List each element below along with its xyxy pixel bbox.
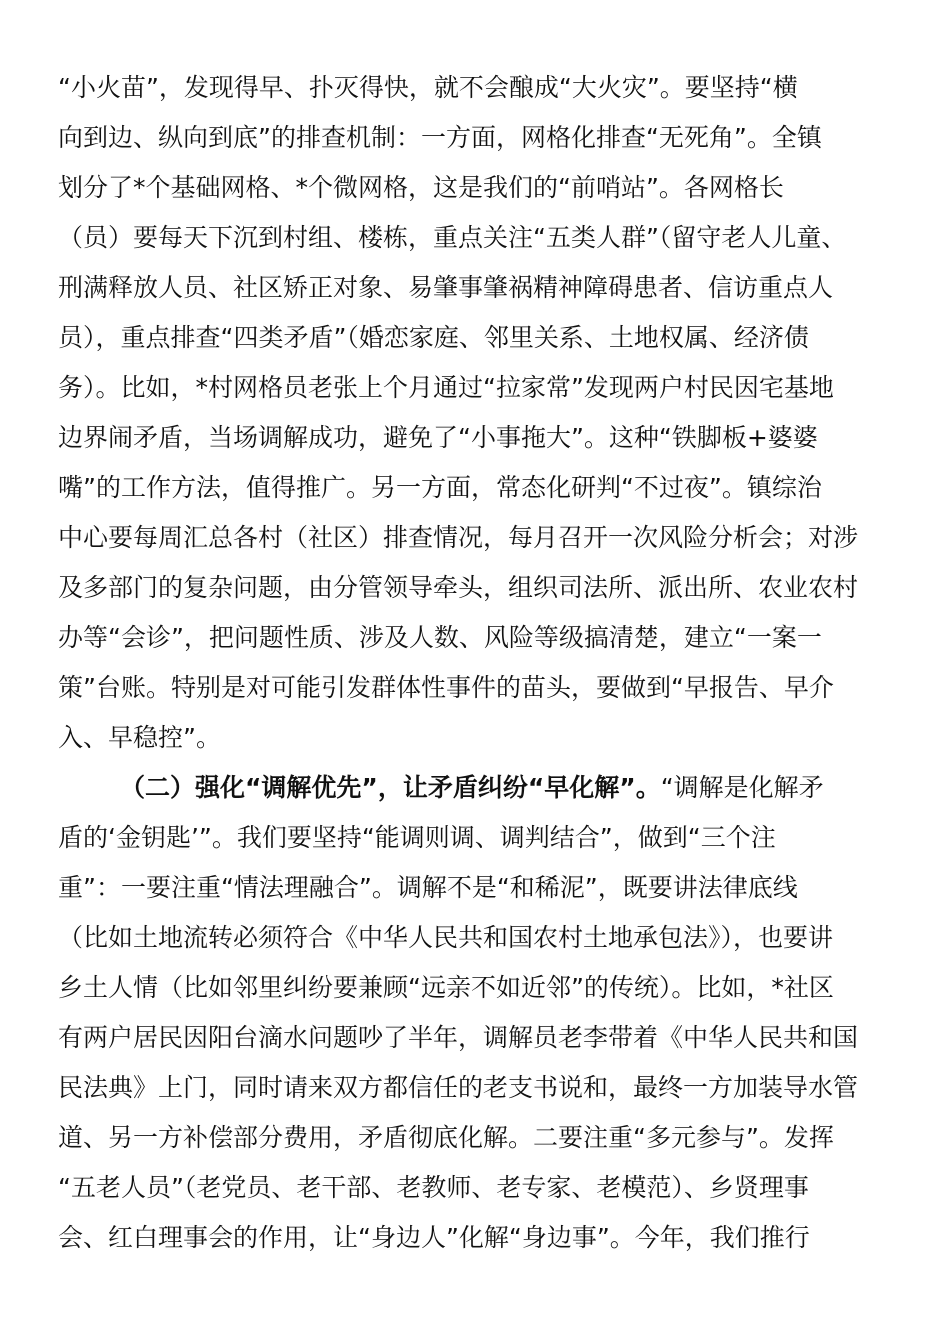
paragraph-line: “小火苗”，发现得早、扑灭得快，就不会酿成“大火灾”。要坚持“横 (58, 73, 798, 102)
paragraph-line: 员），重点排查“四类矛盾”（婚恋家庭、邻里关系、土地权属、经济债 (58, 323, 809, 352)
paragraph-line: 划分了*个基础网格、*个微网格，这是我们的“前哨站”。各网格长 (58, 173, 784, 202)
paragraph-line: 办等“会诊”，把问题性质、涉及人数、风险等级搞清楚，建立“一案一 (58, 623, 822, 652)
paragraph-line: 会、红白理事会的作用，让“身边人”化解“身边事”。今年，我们推行 (58, 1223, 810, 1252)
paragraph-line: （员）要每天下沉到村组、楼栋，重点关注“五类人群”（留守老人儿童、 (58, 223, 847, 252)
paragraph-line: 策”台账。特别是对可能引发群体性事件的苗头，要做到“早报告、早介 (58, 673, 834, 702)
paragraph-line: 边界闹矛盾，当场调解成功，避免了“小事拖大”。这种“铁脚板+婆婆 (58, 423, 818, 452)
paragraph-line: “五老人员”（老党员、老干部、老教师、老专家、老模范）、乡贤理事 (58, 1173, 809, 1202)
paragraph-line: 入、早稳控”。 (58, 723, 221, 752)
paragraph-line: 刑满释放人员、社区矫正对象、易肇事肇祸精神障碍患者、信访重点人 (58, 273, 834, 302)
paragraph-line: 民法典》上门，同时请来双方都信任的老支书说和，最终一方加装导水管 (58, 1073, 859, 1102)
paragraph-line: 乡土人情（比如邻里纠纷要兼顾“远亲不如近邻”的传统）。比如，*社区 (58, 973, 834, 1002)
paragraph-line: 中心要每周汇总各村（社区）排查情况，每月召开一次风险分析会；对涉 (58, 523, 859, 552)
paragraph-line: 及多部门的复杂问题，由分管领导牵头，组织司法所、派出所、农业农村 (58, 573, 859, 602)
paragraph-line: 盾的‘金钥匙’”。我们要坚持“能调则调、调判结合”，做到“三个注 (58, 823, 776, 852)
paragraph-line: 嘴”的工作方法，值得推广。另一方面，常态化研判“不过夜”。镇综治 (58, 473, 822, 502)
paragraph-line: 道、另一方补偿部分费用，矛盾彻底化解。二要注重“多元参与”。发挥 (58, 1123, 834, 1152)
section-heading-line (120, 766, 892, 810)
paragraph-line: 有两户居民因阳台滴水问题吵了半年，调解员老李带着《中华人民共和国 (58, 1023, 859, 1052)
paragraph-line: 重”：一要注重“情法理融合”。调解不是“和稀泥”，既要讲法律底线 (58, 873, 798, 902)
paragraph-line: 务）。比如，*村网格员老张上个月通过“拉家常”发现两户村民因宅基地 (58, 373, 834, 402)
section-heading-continuation: “调解是化解矛 (660, 773, 824, 802)
section-heading: （二）强化“调解优先”，让矛盾纠纷“早化解”。 (120, 773, 661, 802)
paragraph-line: 向到边、纵向到底”的排查机制：一方面，网格化排查“无死角”。全镇 (58, 123, 822, 152)
paragraph-line: （比如土地流转必须符合《中华人民共和国农村土地承包法》），也要讲 (58, 923, 834, 952)
